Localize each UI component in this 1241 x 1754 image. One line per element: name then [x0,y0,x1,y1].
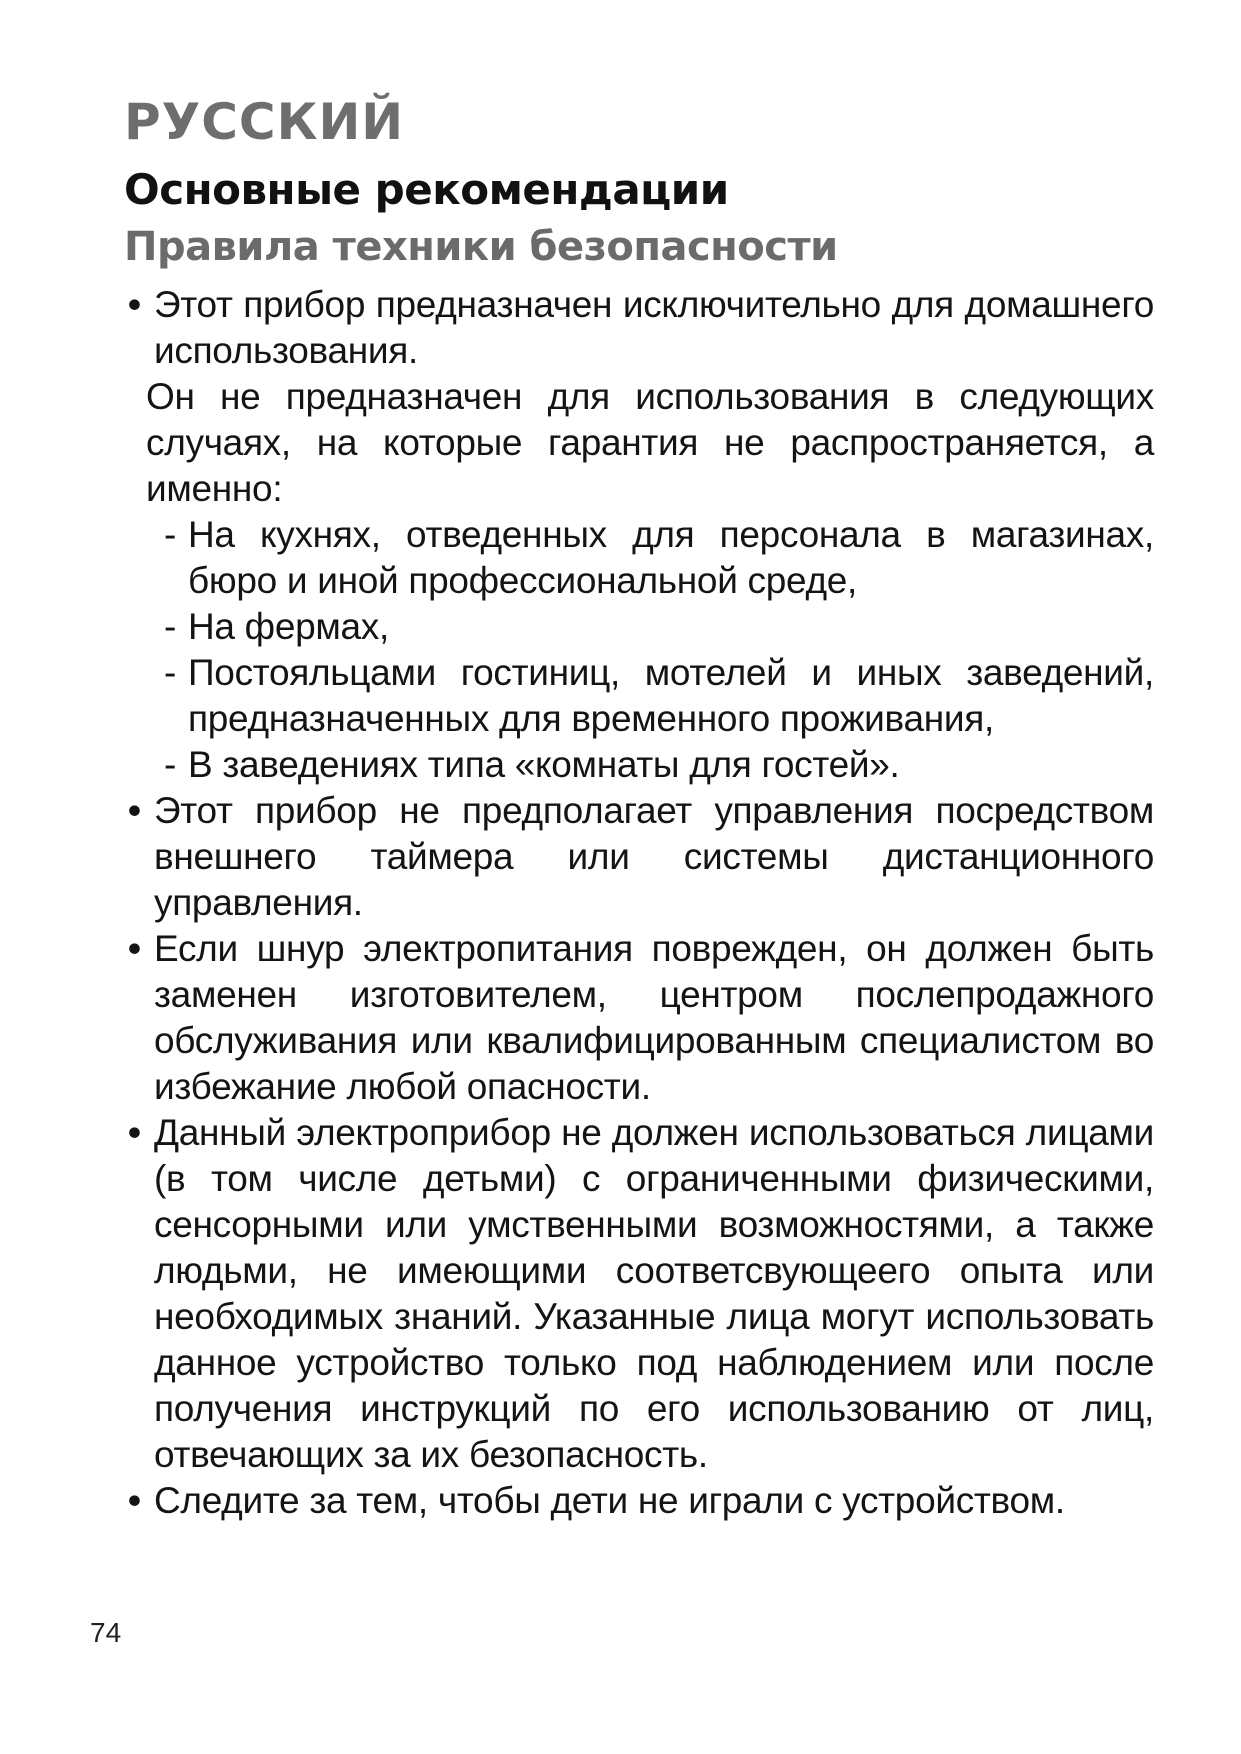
bullet-item-5 [124,1478,1204,1524]
bullet-item-4 [124,1110,1204,1478]
dash-marker: - [164,606,177,647]
bullet-text: Этот прибор предназначен исключительно для домашнего использования. [154,284,1154,371]
exclusion-item [164,650,1154,742]
page-number: 74 [90,1617,122,1648]
exclusion-item [164,742,1154,788]
bullet-marker: • [128,1480,141,1521]
exclusions-list [124,512,1204,788]
bullet-marker: • [128,1112,141,1153]
bullet-text: Данный электроприбор не должен использоваться лицами (в том числе детьми) с ограниченными физическими, сенсорными или умственными возможностями, а также людьми, не имеющими соответсвующеего опыта или необходимых знаний. Указанные лица могут использовать данное устройство только под наблюдением или после получения инструкций по его использованию от лиц, отвечающих за их безопасность. [154,1112,1154,1475]
bullet-text: Следите за тем, чтобы дети не играли с устройством. [154,1480,1065,1521]
bullet-marker: • [128,928,141,969]
bullet-text: Этот прибор не предполагает управления посредством внешнего таймера или системы дистанционного управления. [154,790,1154,923]
exclusion-text: На фермах, [188,606,389,647]
exclusion-text: На кухнях, отведенных для персонала в магазинах, бюро и иной профессиональной среде, [188,514,1154,601]
bullet-marker: • [128,790,141,831]
not-intended-paragraph: Он не предназначен для использования в следующих случаях, на которые гарантия не распространяется, а именно: [146,376,1154,509]
bullet-item-3 [124,926,1204,1110]
exclusion-item [164,512,1154,604]
exclusion-text: В заведениях типа «комнаты для гостей». [188,744,900,785]
main-heading: Основные рекомендации [124,165,729,214]
dash-marker: - [164,744,177,785]
bullet-marker: • [128,284,141,325]
safety-instructions [124,282,1204,1524]
dash-marker: - [164,652,177,693]
bullet-item-2 [124,788,1204,926]
sub-heading: Правила техники безопасности [124,224,838,270]
bullet-text: Если шнур электропитания поврежден, он должен быть заменен изготовителем, центром послепродажного обслуживания или квалифицированным специалистом во избежание любой опасности. [154,928,1154,1107]
exclusion-item [164,604,1154,650]
bullet-item-1 [124,282,1204,374]
section-language-title: РУССКИЙ [124,93,405,151]
exclusion-text: Постояльцами гостиниц, мотелей и иных заведений, предназначенных для временного проживания, [188,652,1154,739]
dash-marker: - [164,514,177,555]
